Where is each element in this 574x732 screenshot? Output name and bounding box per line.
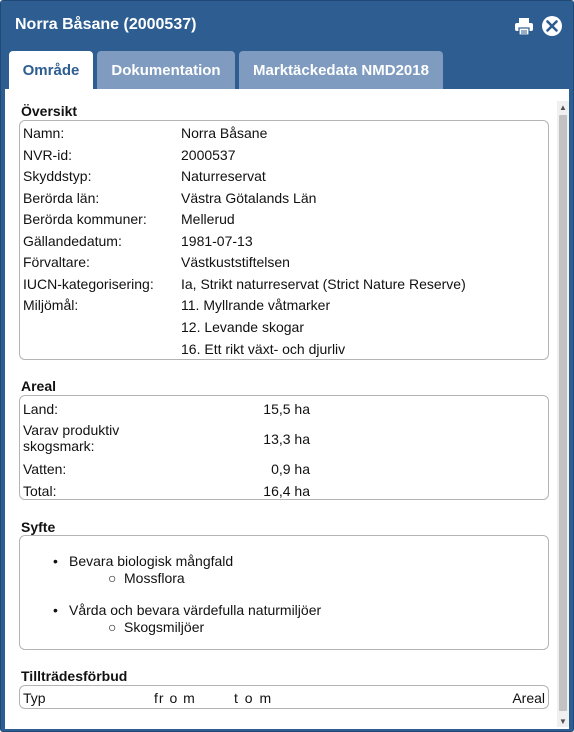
scroll-down-arrow-icon[interactable]: ▼ bbox=[559, 716, 567, 726]
syfte-item: Vårda och bevara värdefulla naturmiljöer bbox=[69, 602, 322, 618]
oversikt-label: IUCN-kategorisering: bbox=[23, 276, 154, 292]
areal-value: 13,3 ha bbox=[263, 431, 310, 447]
oversikt-label: Miljömål: bbox=[23, 297, 79, 313]
sub-bullet-circle: ○ bbox=[108, 619, 117, 635]
oversikt-label: Skyddstyp: bbox=[23, 168, 92, 184]
oversikt-value: Mellerud bbox=[181, 211, 235, 227]
syfte-item: Bevara biologisk mångfald bbox=[69, 553, 234, 569]
oversikt-label: Gällandedatum: bbox=[23, 233, 122, 249]
oversikt-value: Norra Båsane bbox=[181, 125, 268, 141]
syfte-box bbox=[19, 535, 549, 650]
oversikt-box bbox=[19, 120, 549, 360]
tab-dokumentation[interactable]: Dokumentation bbox=[97, 51, 235, 89]
oversikt-label: Berörda län: bbox=[23, 190, 100, 206]
areal-label: Vatten: bbox=[23, 461, 67, 477]
miljomal-value: 16. Ett rikt växt- och djurliv bbox=[181, 341, 346, 357]
areal-label: Total: bbox=[23, 483, 57, 499]
table-header-tom: t o m bbox=[234, 690, 273, 706]
bullet-dot: • bbox=[53, 602, 58, 618]
tilltrades-table bbox=[19, 685, 549, 709]
oversikt-value: Naturreservat bbox=[181, 168, 266, 184]
areal-box bbox=[19, 395, 549, 500]
print-icon[interactable] bbox=[513, 15, 535, 37]
areal-value: 0,9 ha bbox=[271, 461, 310, 477]
section-title-syfte: Syfte bbox=[21, 519, 56, 535]
dialog-titlebar[interactable] bbox=[1, 1, 573, 49]
tab-marktackedata[interactable]: Marktäckedata NMD2018 bbox=[239, 51, 443, 89]
areal-value: 16,4 ha bbox=[263, 483, 310, 499]
tab-content-omrade[interactable] bbox=[5, 89, 569, 729]
miljomal-value: 12. Levande skogar bbox=[181, 319, 304, 335]
close-icon[interactable] bbox=[541, 15, 563, 37]
oversikt-value: 1981-07-13 bbox=[181, 233, 253, 249]
table-header-from: fr o m bbox=[154, 690, 196, 706]
areal-label: Land: bbox=[23, 401, 59, 417]
oversikt-value: Västkuststiftelsen bbox=[181, 254, 290, 270]
section-title-oversikt: Översikt bbox=[21, 103, 78, 119]
section-title-tilltradesforbud: Tillträdesförbud bbox=[21, 668, 128, 684]
scroll-up-arrow-icon[interactable]: ▲ bbox=[559, 102, 567, 112]
syfte-sub-item: Mossflora bbox=[124, 570, 185, 586]
oversikt-label: Namn: bbox=[23, 125, 65, 141]
areal-label: Varav produktiv skogsmark: bbox=[23, 422, 120, 454]
oversikt-value: 11. Myllrande våtmarker bbox=[181, 297, 331, 313]
scroll-thumb[interactable] bbox=[559, 115, 567, 711]
oversikt-label: Berörda kommuner: bbox=[23, 211, 147, 227]
syfte-sub-item: Skogsmiljöer bbox=[124, 619, 205, 635]
vertical-scrollbar[interactable] bbox=[557, 101, 569, 727]
tab-bar bbox=[1, 49, 573, 89]
oversikt-label: NVR-id: bbox=[23, 147, 73, 163]
oversikt-label: Förvaltare: bbox=[23, 254, 90, 270]
table-header-typ: Typ bbox=[23, 690, 46, 706]
dialog-title: Norra Båsane (2000537) bbox=[15, 16, 197, 33]
oversikt-value: Västra Götalands Län bbox=[181, 190, 317, 206]
tab-omrade[interactable]: Område bbox=[9, 51, 93, 89]
oversikt-value: 2000537 bbox=[181, 147, 236, 163]
oversikt-value: Ia, Strikt naturreservat (Strict Nature Reserve) bbox=[181, 276, 466, 292]
bullet-dot: • bbox=[53, 553, 58, 569]
sub-bullet-circle: ○ bbox=[108, 570, 117, 586]
section-title-areal: Areal bbox=[21, 378, 57, 394]
areal-value: 15,5 ha bbox=[263, 401, 310, 417]
table-header-areal: Areal bbox=[512, 690, 545, 706]
